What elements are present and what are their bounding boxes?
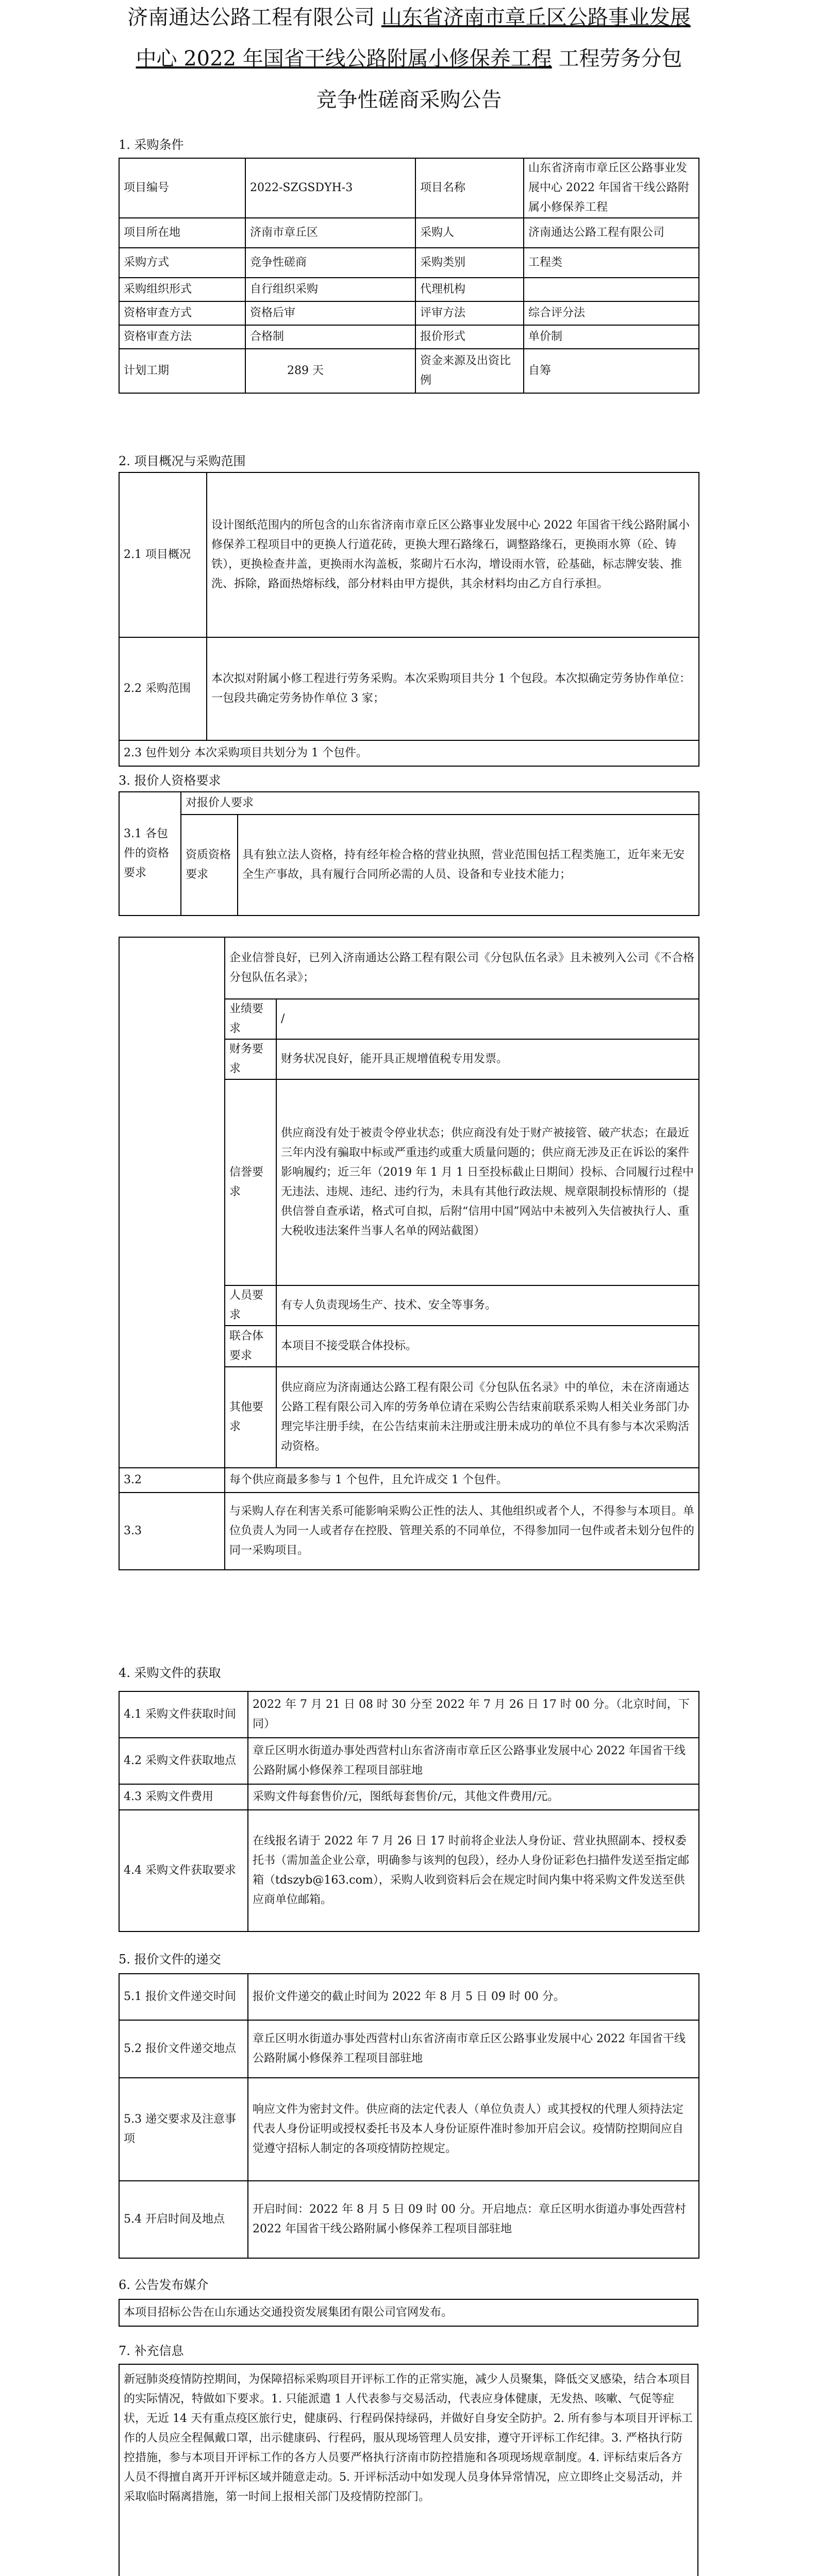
media-table (119, 2299, 698, 2327)
cell: 4.1 采购文件获取时间 (119, 1691, 248, 1738)
cell: 章丘区明水街道办事处西营村山东省济南市章丘区公路事业发展中心 2022 年国省干线公路附属小修保养工程项目部驻地 (248, 2020, 699, 2078)
cell: 2022 年 7 月 21 日 08 时 30 分至 2022 年 7 月 26 日 17 时 00 分。（北京时间，下同） (248, 1691, 699, 1738)
section-1-heading: 1. 采购条件 (119, 138, 184, 152)
cell: 资金来源及出资比例 (415, 349, 524, 393)
cell: 济南通达公路工程有限公司 (524, 218, 699, 248)
title-subject: 工程劳务分包 (558, 47, 682, 71)
title-underlined-2: 中心 2022 年国省干线公路附属小修保养工程 (136, 47, 552, 71)
cell: 计划工期 (119, 349, 245, 393)
cell (524, 278, 699, 301)
table-row (119, 158, 699, 218)
cell: 2.3 包件划分 本次采购项目共划分为 1 个包件。 (119, 740, 699, 766)
table-row (119, 472, 699, 637)
cell: 新冠肺炎疫情防控期间，为保障招标采购项目开评标工作的正常实施，减少人员聚集，降低交叉感染，结合本项目的实际情况，特做如下要求。1. 只能派遣 1 人代表参与交易活动，代表应身体健康，无发热、咳嗽、气促等症状，无近 14 天有重点疫区旅行史，健康码、行程码保持绿码，并做好自身安全防护。2. 所有参与本项目开评标工作的人员应全程佩戴口罩，出示健康码、行程码，服从现场管理人员安排，遵守开评标工作纪律。3. 严格执行防控措施，参与本项目开评标工作的各方人员要严格执行济南市防控措施和各项现场规章制度。4. 评标结束后各方人员不得擅自离开开评标区域并随意走动。5. 开评标活动中如发现人员身体异常情况，应立即终止交易活动，并采取临时隔离措施，第一时间上报相关部门及疫情防控部门。 (119, 2364, 698, 2576)
table-row (119, 1468, 699, 1493)
cell: 联合体要求 (225, 1326, 276, 1367)
cell: 采购类别 (415, 248, 524, 278)
cell: 开启时间：2022 年 8 月 5 日 09 时 00 分。开启地点：章丘区明水街道办事处西营村 2022 年国省干线公路附属小修保养工程项目部驻地 (248, 2181, 699, 2258)
cell: 竞争性磋商 (245, 248, 415, 278)
cell: 企业信誉良好，已列入济南通达公路工程有限公司《分包队伍名录》且未被列入公司《不合格分包队伍名录》； (225, 937, 699, 999)
cell: 报价文件递交的截止时间为 2022 年 8 月 5 日 09 时 00 分。 (248, 1974, 699, 2020)
table-row (119, 637, 699, 740)
cell: 评审方法 (415, 301, 524, 325)
cell: 采购文件每套售价/元，图纸每套售价/元，其他文件费用/元。 (248, 1784, 699, 1810)
cell: 3.2 (119, 1468, 225, 1493)
cell: / (276, 999, 699, 1039)
cell: 4.2 采购文件获取地点 (119, 1738, 248, 1784)
table-row (119, 2299, 698, 2326)
section-7-heading: 7. 补充信息 (119, 2344, 184, 2358)
cell: 自筹 (524, 349, 699, 393)
cell (119, 937, 225, 1468)
project-overview-table (119, 472, 699, 767)
table-row (119, 2078, 699, 2181)
cell: 4.4 采购文件获取要求 (119, 1810, 248, 1931)
table-row (119, 2020, 699, 2078)
cell: 资质资格要求 (181, 815, 238, 916)
title-line-2 (0, 43, 818, 74)
section-5-heading: 5. 报价文件的递交 (119, 1952, 221, 1967)
cell: 财务要求 (225, 1039, 276, 1079)
cell: 2022-SZGSDYH-3 (245, 158, 415, 218)
title-underlined-1: 山东省济南市章丘区公路事业发展 (381, 6, 691, 29)
document-acquisition-table (119, 1691, 699, 1932)
cell: 业绩要求 (225, 999, 276, 1039)
table-row (119, 1810, 699, 1931)
cell: 自行组织采购 (245, 278, 415, 301)
cell: 合格制 (245, 325, 415, 349)
title-line-3: 竞争性磋商采购公告 (316, 88, 502, 112)
cell: 项目所在地 (119, 218, 245, 248)
cell: 5.2 报价文件递交地点 (119, 2020, 248, 2078)
supplementary-info-table (119, 2364, 698, 2576)
section-6-heading: 6. 公告发布媒介 (119, 2278, 209, 2292)
cell: 单价制 (524, 325, 699, 349)
table-row (119, 218, 699, 248)
cell: 5.1 报价文件递交时间 (119, 1974, 248, 2020)
table-row (119, 301, 699, 325)
table-row (119, 1738, 699, 1784)
table-row (119, 740, 699, 766)
cell: 供应商应为济南通达公路工程有限公司《分包队伍名录》中的单位，未在济南通达公路工程有限公司入库的劳务单位请在采购公告结束前联系采购人相关业务部门办理完毕注册手续，在公告结束前未注册或注册未成功的单位不具有参与本次采购活动资格。 (276, 1367, 699, 1468)
cell: 项目编号 (119, 158, 245, 218)
section-2-heading: 2. 项目概况与采购范围 (119, 454, 246, 468)
cell: 资格审查方法 (119, 325, 245, 349)
cell: 3.1 各包件的资格要求 (119, 792, 181, 916)
cell: 5.3 递交要求及注意事项 (119, 2078, 248, 2181)
cell: 289 天 (245, 349, 415, 393)
section-4-heading: 4. 采购文件的获取 (119, 1666, 221, 1680)
cell: 山东省济南市章丘区公路事业发展中心 2022 年国省干线公路附属小修保养工程 (524, 158, 699, 218)
cell: 章丘区明水街道办事处西营村山东省济南市章丘区公路事业发展中心 2022 年国省干线公路附属小修保养工程项目部驻地 (248, 1738, 699, 1784)
cell: 财务状况良好，能开具正规增值税专用发票。 (276, 1039, 699, 1079)
cell: 与采购人存在利害关系可能影响采购公正性的法人、其他组织或者个人，不得参与本项目。单位负责人为同一人或者存在控股、管理关系的不同单位，不得参加同一包件或者未划分包件的同一采购项目。 (225, 1493, 699, 1570)
procurement-conditions-table (119, 158, 699, 394)
table-row (119, 349, 699, 393)
cell: 济南市章丘区 (245, 218, 415, 248)
cell: 采购方式 (119, 248, 245, 278)
table-row (119, 937, 699, 999)
table-row (119, 1974, 699, 2020)
cell: 设计图纸范围内的所包含的山东省济南市章丘区公路事业发展中心 2022 年国省干线公路附属小修保养工程项目中的更换人行道花砖，更换大理石路缘石，调整路缘石，更换雨水箅（砼、铸铁），更换检查井盖，更换雨水沟盖板，浆砌片石水沟，增设雨水管，砼基础，标志牌安装、推洗、拆除，路面热熔标线，部分材料由甲方提供，其余材料均由乙方自行承担。 (207, 472, 699, 637)
cell: 本项目不接受联合体投标。 (276, 1326, 699, 1367)
bid-submission-table (119, 1973, 699, 2259)
qualification-table-b (119, 937, 699, 1570)
cell: 供应商没有处于被责令停业状态；供应商没有处于财产被接管、破产状态；在最近三年内没有骗取中标或严重违约或重大质量问题的；供应商无涉及正在诉讼的案件影响履约；近三年（2019 年 1 月 1 日至投标截止日期间）投标、合同履行过程中无违法、违规、违纪、违约行为，未具有其他行政法规、规章限制投标情形的（提供信誉自查承诺，格式可自拟，后附“信用中国”网站中未被列入失信被执行人、重大税收违法案件当事人名单的网站截图） (276, 1079, 699, 1285)
table-row (119, 1691, 699, 1738)
cell: 对报价人要求 (181, 792, 699, 815)
cell: 本项目招标公告在山东通达交通投资发展集团有限公司官网发布。 (119, 2299, 698, 2326)
cell: 资格后审 (245, 301, 415, 325)
cell: 其他要求 (225, 1367, 276, 1468)
cell: 代理机构 (415, 278, 524, 301)
cell: 项目名称 (415, 158, 524, 218)
cell: 本次拟对附属小修工程进行劳务采购。本次采购项目共分 1 个包段。本次拟确定劳务协作单位：一包段共确定劳务协作单位 3 家； (207, 637, 699, 740)
table-row (119, 278, 699, 301)
cell: 具有独立法人资格，持有经年检合格的营业执照，营业范围包括工程类施工，近年来无安全生产事故，具有履行合同所必需的人员、设备和专业技术能力； (238, 815, 699, 916)
cell: 5.4 开启时间及地点 (119, 2181, 248, 2258)
table-row (119, 1493, 699, 1570)
cell: 综合评分法 (524, 301, 699, 325)
cell: 报价形式 (415, 325, 524, 349)
cell: 资格审查方式 (119, 301, 245, 325)
cell: 人员要求 (225, 1285, 276, 1326)
table-row (119, 815, 699, 916)
table-row (119, 325, 699, 349)
cell: 工程类 (524, 248, 699, 278)
cell: 每个供应商最多参与 1 个包件，且允许成交 1 个包件。 (225, 1468, 699, 1493)
cell: 2.1 项目概况 (119, 472, 207, 637)
title-company: 济南通达公路工程有限公司 (127, 6, 375, 29)
title-line-1 (0, 2, 818, 33)
cell: 4.3 采购文件费用 (119, 1784, 248, 1810)
table-row (119, 248, 699, 278)
qualification-table-a (119, 791, 699, 916)
section-3-heading: 3. 报价人资格要求 (119, 773, 221, 788)
cell: 3.3 (119, 1493, 225, 1570)
cell: 有专人负责现场生产、技术、安全等事务。 (276, 1285, 699, 1326)
table-row (119, 2181, 699, 2258)
table-row (119, 792, 699, 815)
cell: 信誉要求 (225, 1079, 276, 1285)
cell: 响应文件为密封文件。供应商的法定代表人（单位负责人）或其授权的代理人须持法定代表人身份证明或授权委托书及本人身份证原件准时参加开启会议。疫情防控期间应自觉遵守招标人制定的各项疫情防控规定。 (248, 2078, 699, 2181)
cell: 采购组织形式 (119, 278, 245, 301)
cell: 2.2 采购范围 (119, 637, 207, 740)
table-row (119, 2364, 698, 2576)
cell: 采购人 (415, 218, 524, 248)
table-row (119, 1784, 699, 1810)
cell: 在线报名请于 2022 年 7 月 26 日 17 时前将企业法人身份证、营业执照副本、授权委托书（需加盖企业公章，明确参与该判的包段），经办人身份证彩色扫描件发送至指定邮箱（tdszyb@163.com），采购人收到资料后会在规定时间内集中将采购文件发送至供应商单位邮箱。 (248, 1810, 699, 1931)
